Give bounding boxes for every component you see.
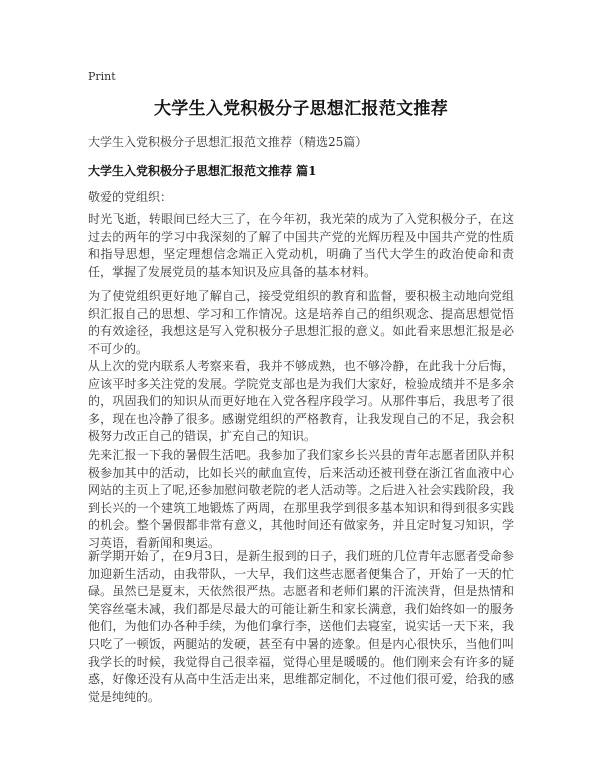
page-title: 大学生入党积极分子思想汇报范文推荐 xyxy=(153,99,449,119)
body-paragraph: 新学期开始了，在9月3日，是新生报到的日子，我们班的几位青年志愿者受命参加迎新生活动，由我带队，一大早，我们这些志愿者便集合了，开始了一天的忙碌。虽然已是夏末，天依然很严热。志愿者和老师们累的汗流浃背，但是热情和笑容丝毫未减，我们都是尽最大的可能让新生和家长满意，我们始终如一的服务他们，为他们办各种手续，为他们拿行李，送他们去寝室，说实话一天下来，我只吃了一顿饭，两腿站的发硬，甚至有中暑的迹象。但是内心很快乐，当他们叫我学长的时候，我觉得自己很幸福，觉得心里是暖暖的。他们刚来会有许多的疑惑，好像还没有从高中生活走出来，思维都定制化，不过他们很可爱，给我的感觉是纯纯的。 xyxy=(88,549,514,704)
section-heading: 大学生入党积极分子思想汇报范文推荐 篇1 xyxy=(88,164,317,178)
body-paragraph: 先来汇报一下我的暑假生活吧。我参加了我们家乡长兴县的青年志愿者团队并积极参加其中的活动，比如长兴的献血宣传，后来活动还被刊登在浙江省血液中心网站的主页上了呢,还参加慰问敬老院的老人活动等。之后进入社会实践阶段，我到长兴的一个建筑工地锻炼了两周，在那里我学到很多基本知识和得到很多实践的机会。整个暑假都非常有意义，其他时间还有做家务，并且定时复习知识，学习英语，看新闻和奥运。 xyxy=(88,448,514,550)
print-label[interactable]: Print xyxy=(88,70,116,83)
body-paragraph: 为了使党组织更好地了解自己，接受党组织的教育和监督，要积极主动地向党组织汇报自己的思想、学习和工作情况。这是培养自己的组织观念、提高思想觉悟的有效途径，我想这是写入党积极分子思想汇报的意义。如此看来思想汇报是必不可少的。 xyxy=(88,289,514,356)
body-paragraph: 从上次的党内联系人考察来看，我并不够成熟，也不够冷静，在此我十分后悔，应该平时多关注党的发展。学院党支部也是为我们大家好，检验成绩并不是多余的，巩固我们的知识从而更好地在入党各程序段学习。从那件事后，我思考了很多，现在也冷静了很多。感谢党组织的严格教育，让我发现自己的不足，我会积极努力改正自己的错误，扩充自己的知识。 xyxy=(88,359,514,444)
body-paragraph: 时光飞逝，转眼间已经大三了，在今年初，我光荣的成为了入党积极分子，在这过去的两年的学习中我深刻的了解了中国共产党的光辉历程及中国共产党的性质和指导思想，坚定理想信念端正入党动机，明确了当代大学生的政治使命和责任，掌握了发展党员的基本知识及应具备的基本材料。 xyxy=(88,212,514,279)
document-subtitle: 大学生入党积极分子思想汇报范文推荐（精选25篇） xyxy=(88,135,368,149)
greeting-line: 敬爱的党组织： xyxy=(88,190,173,204)
